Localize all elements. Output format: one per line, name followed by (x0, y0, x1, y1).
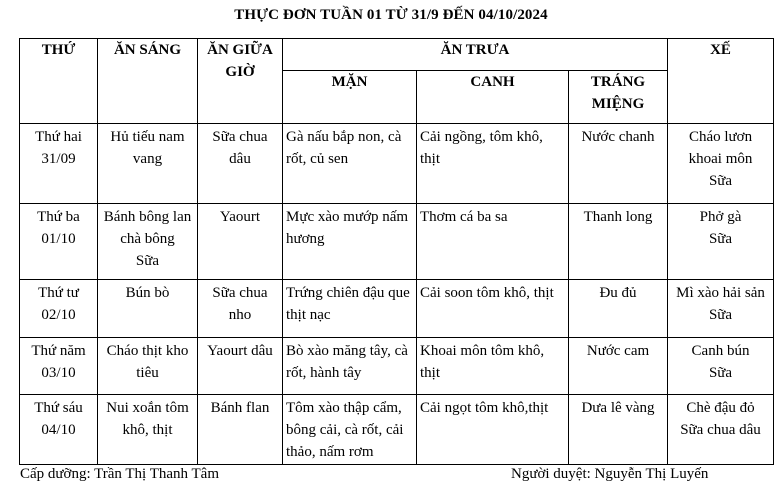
midmorning-item-cell (198, 338, 283, 395)
approver-signature: Người duyệt: Nguyễn Thị Luyến (511, 466, 709, 482)
afternoon-item: Phở gà (699, 209, 742, 225)
breakfast-item-cell (98, 280, 198, 338)
header-soup: CANH (417, 71, 569, 124)
day-name: Thứ hai (35, 129, 82, 145)
savory-item: Bò xào măng tây, cà rốt, hành tây (286, 343, 408, 381)
savory-item-cell (283, 204, 417, 280)
day-name-cell (20, 124, 98, 204)
midmorning-item-cell (198, 280, 283, 338)
savory-item-cell (283, 338, 417, 395)
breakfast-item: Hủ tiếu nam vang (110, 129, 185, 167)
menu-row (20, 395, 774, 465)
breakfast-item: Nui xoắn tôm khô, thịt (106, 400, 189, 438)
weekly-menu-table (19, 38, 774, 465)
soup-item: Cải ngọt tôm khô,thịt (420, 400, 549, 416)
afternoon-item: Canh bún (691, 343, 750, 359)
afternoon-extra: Sữa (708, 365, 733, 381)
afternoon-extra: Sữa chua dâu (680, 422, 761, 438)
afternoon-item-cell (668, 280, 774, 338)
breakfast-item: Bún bò (125, 285, 170, 301)
cook-signature: Cấp dưỡng: Trần Thị Thanh Tâm (20, 466, 219, 482)
dessert-item: Nước chanh (581, 129, 655, 145)
midmorning-item: Yaourt dâu (207, 343, 273, 359)
soup-item-cell (417, 395, 569, 465)
day-date: 04/10 (41, 422, 76, 438)
soup-item: Thơm cá ba sa (420, 209, 508, 225)
dessert-item-cell (569, 204, 668, 280)
afternoon-item: Cháo lươn khoai môn (688, 129, 753, 167)
dessert-item-cell (569, 124, 668, 204)
dessert-item-cell (569, 338, 668, 395)
day-name-cell (20, 395, 98, 465)
dessert-item: Đu đủ (599, 285, 637, 301)
afternoon-extra: Sữa (708, 307, 733, 323)
soup-item-cell (417, 280, 569, 338)
midmorning-item-cell (198, 395, 283, 465)
breakfast-item: Cháo thịt kho tiêu (106, 343, 189, 381)
header-day: THỨ (20, 39, 98, 124)
day-name: Thứ năm (31, 343, 86, 359)
menu-row (20, 280, 774, 338)
savory-item-cell (283, 280, 417, 338)
afternoon-item-cell (668, 395, 774, 465)
header-lunch: ĂN TRƯA (283, 39, 668, 71)
breakfast-item-cell (98, 338, 198, 395)
day-name-cell (20, 338, 98, 395)
savory-item-cell (283, 395, 417, 465)
soup-item-cell (417, 338, 569, 395)
afternoon-item: Mì xào hải sản (676, 285, 765, 301)
midmorning-item: Yaourt (219, 209, 261, 225)
menu-title: THỰC ĐƠN TUẦN 01 TỪ 31/9 ĐẾN 04/10/2024 (234, 7, 548, 23)
soup-item-cell (417, 124, 569, 204)
soup-item-cell (417, 204, 569, 280)
afternoon-item-cell (668, 204, 774, 280)
header-savory: MẶN (283, 71, 417, 124)
afternoon-extra: Sữa (708, 173, 733, 189)
savory-item-cell (283, 124, 417, 204)
day-name-cell (20, 204, 98, 280)
midmorning-item: Bánh flan (210, 400, 270, 416)
soup-item: Cải ngồng, tôm khô, thịt (420, 129, 543, 167)
savory-item: Tôm xào thập cẩm, bông cải, cà rốt, cải thảo, nấm rơm (286, 400, 404, 460)
breakfast-item-cell (98, 204, 198, 280)
dessert-item-cell (569, 280, 668, 338)
midmorning-item-cell (198, 124, 283, 204)
dessert-item: Nước cam (586, 343, 650, 359)
menu-row (20, 124, 774, 204)
day-name-cell (20, 280, 98, 338)
midmorning-item: Sữa chua dâu (212, 129, 268, 167)
dessert-item: Thanh long (583, 209, 653, 225)
header-midmorning: ĂN GIỮA GIỜ (198, 39, 283, 124)
header-breakfast: ĂN SÁNG (98, 39, 198, 124)
afternoon-item: Chè đậu đỏ (686, 400, 755, 416)
midmorning-item-cell (198, 204, 283, 280)
day-date: 02/10 (41, 307, 76, 323)
soup-item: Khoai môn tôm khô, thịt (420, 343, 545, 381)
day-date: 31/09 (41, 151, 76, 167)
dessert-item-cell (569, 395, 668, 465)
menu-row (20, 204, 774, 280)
header-afternoon: XẾ (668, 39, 774, 124)
day-date: 03/10 (41, 365, 76, 381)
dessert-item: Dưa lê vàng (581, 400, 655, 416)
day-date: 01/10 (41, 231, 76, 247)
day-name: Thứ sáu (34, 400, 83, 416)
savory-item: Mực xào mướp nấm hương (286, 209, 409, 247)
breakfast-item-cell (98, 395, 198, 465)
afternoon-extra: Sữa (708, 231, 733, 247)
day-name: Thứ tư (38, 285, 79, 301)
breakfast-item: Bánh bông lan chà bông (103, 209, 192, 247)
midmorning-item: Sữa chua nho (212, 285, 268, 323)
afternoon-item-cell (668, 338, 774, 395)
savory-item: Trứng chiên đậu que thịt nạc (286, 285, 410, 323)
day-name: Thứ ba (37, 209, 80, 225)
breakfast-item-cell (98, 124, 198, 204)
breakfast-extra: Sữa (135, 253, 160, 269)
header-dessert: TRÁNG MIỆNG (569, 71, 668, 124)
menu-row (20, 338, 774, 395)
savory-item: Gà nấu bắp non, cà rốt, củ sen (286, 129, 402, 167)
afternoon-item-cell (668, 124, 774, 204)
soup-item: Cải soon tôm khô, thịt (420, 285, 554, 301)
